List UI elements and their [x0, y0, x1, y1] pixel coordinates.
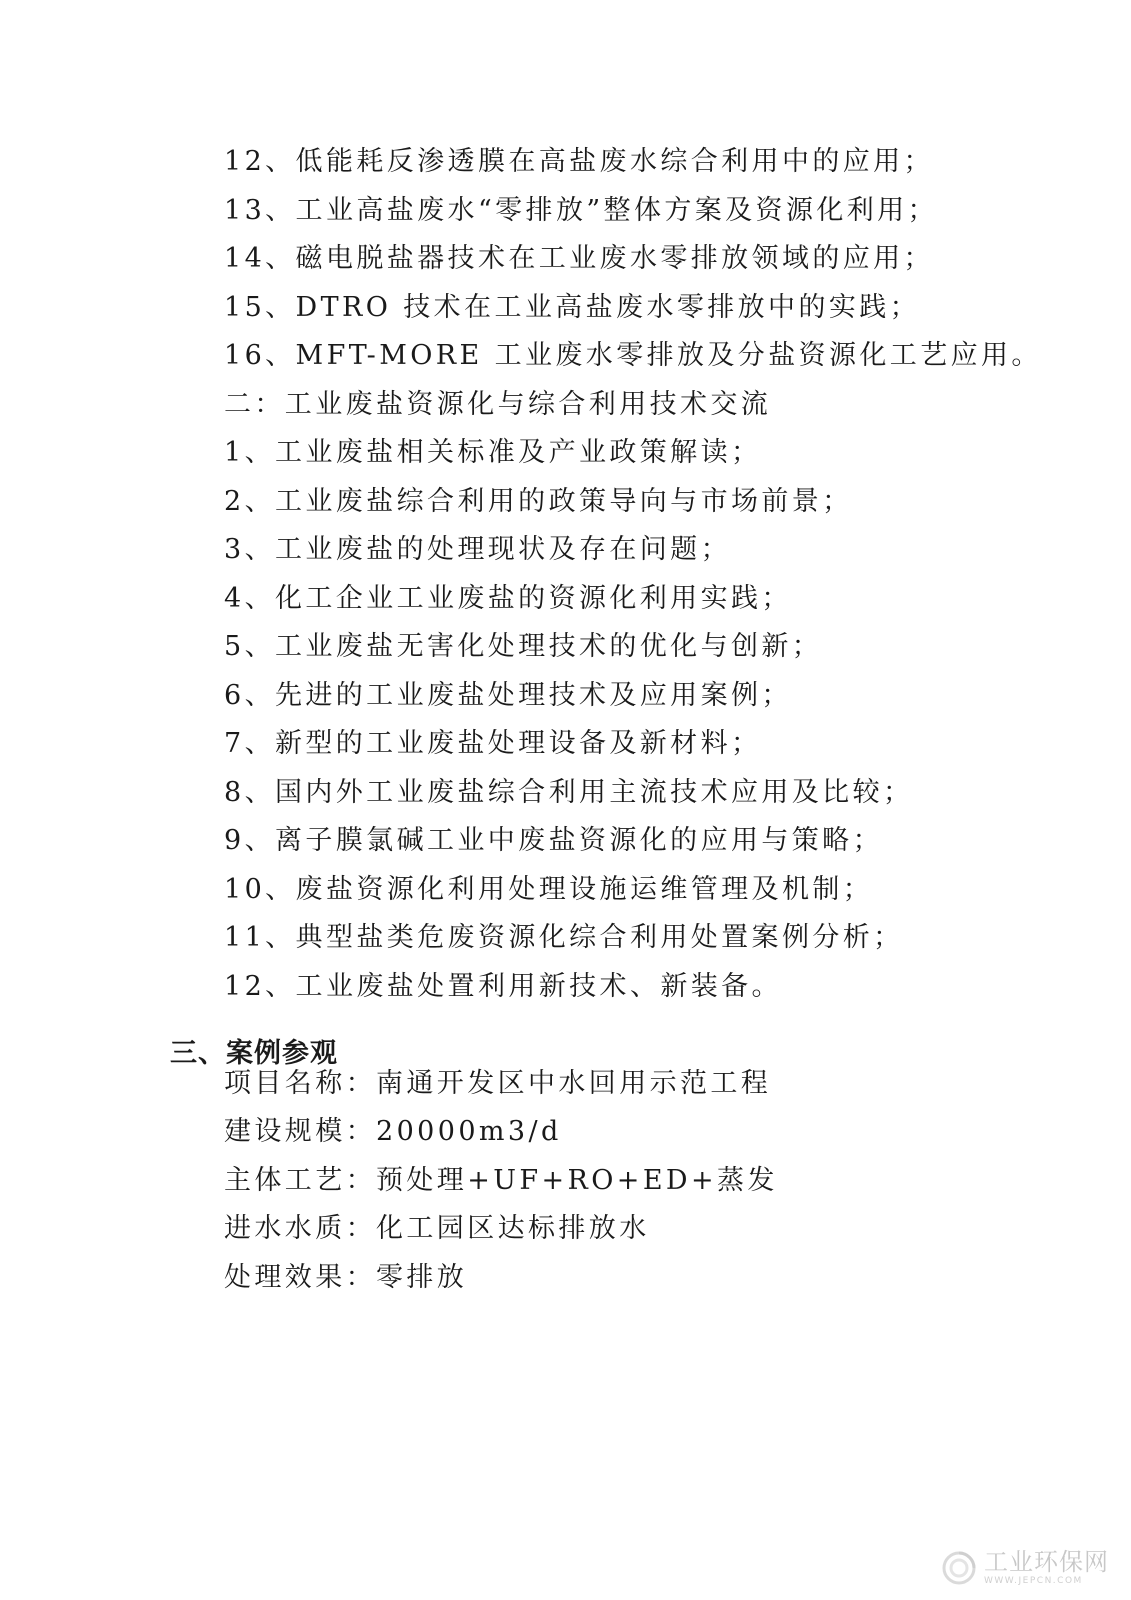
case-detail: 项目名称：南通开发区中水回用示范工程 — [224, 1068, 772, 1099]
watermark — [942, 1550, 1109, 1586]
list-item: 12、低能耗反渗透膜在高盐废水综合利用中的应用； — [224, 146, 934, 177]
case-detail: 建设规模：20000m3/d — [224, 1116, 562, 1147]
watermark-name: 工业环保网 — [984, 1548, 1109, 1576]
watermark-logo-icon — [942, 1551, 976, 1585]
list-item: 2、工业废盐综合利用的政策导向与市场前景； — [224, 486, 853, 517]
list-item: 14、磁电脱盐器技术在工业废水零排放领域的应用； — [224, 243, 934, 274]
watermark-url: WWW.JEPCN.COM — [984, 1576, 1083, 1586]
list-item: 1、工业废盐相关标准及产业政策解读； — [224, 437, 762, 468]
list-item: 10、废盐资源化利用处理设施运维管理及机制； — [224, 874, 874, 905]
list-item: 6、先进的工业废盐处理技术及应用案例； — [224, 680, 792, 711]
list-item: 11、典型盐类危废资源化综合利用处置案例分析； — [224, 922, 904, 953]
list-item: 4、化工企业工业废盐的资源化利用实践； — [224, 583, 792, 614]
list-item: 5、工业废盐无害化处理技术的优化与创新； — [224, 631, 823, 662]
subsection-heading: 二：工业废盐资源化与综合利用技术交流 — [224, 389, 772, 420]
section-heading: 三、案例参观 — [170, 1038, 338, 1069]
list-item: 8、国内外工业废盐综合利用主流技术应用及比较； — [224, 777, 914, 808]
list-item: 12、工业废盐处置利用新技术、新装备。 — [224, 971, 782, 1002]
list-item: 13、工业高盐废水“零排放”整体方案及资源化利用； — [224, 195, 938, 226]
case-detail: 主体工艺：预处理+UF+RO+ED+蒸发 — [224, 1165, 778, 1196]
case-detail: 进水水质：化工园区达标排放水 — [224, 1213, 650, 1244]
case-detail: 处理效果：零排放 — [224, 1262, 468, 1293]
list-item: 15、DTRO 技术在工业高盐废水零排放中的实践； — [224, 292, 921, 323]
list-item: 9、离子膜氯碱工业中废盐资源化的应用与策略； — [224, 825, 883, 856]
list-item: 3、工业废盐的处理现状及存在问题； — [224, 534, 731, 565]
list-item: 16、MFT-MORE 工业废水零排放及分盐资源化工艺应用。 — [224, 340, 1042, 371]
list-item: 7、新型的工业废盐处理设备及新材料； — [224, 728, 762, 759]
